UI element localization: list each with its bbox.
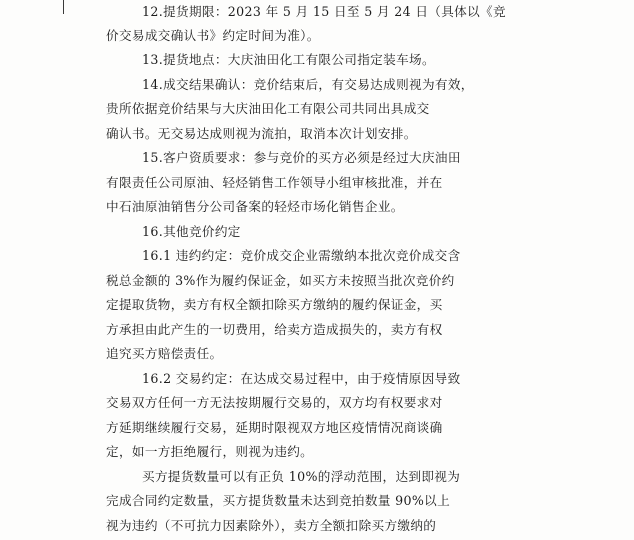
doc-line: 交易双方任何一方无法按期履行交易的，双方均有权要求对 — [106, 395, 443, 410]
doc-line: 14.成交结果确认：竞价结束后，有交易达成则视为有效， — [142, 77, 474, 92]
doc-line: 15.客户资质要求：参与竞价的买方必须是经过大庆油田 — [142, 150, 461, 165]
doc-line: 追究买方赔偿责任。 — [106, 346, 223, 361]
page-edge-mark — [63, 0, 64, 14]
doc-line: 16.2 交易约定：在达成交易过程中，由于疫情原因导致 — [142, 371, 461, 386]
doc-line: 视为违约（不可抗力因素除外），卖方全额扣除买方缴纳的 — [106, 518, 437, 533]
doc-line: 有限责任公司原油、轻烃销售工作领导小组审核批准，并在 — [106, 175, 443, 190]
doc-line: 贵所依据竞价结果与大庆油田化工有限公司共同出具成交 — [106, 101, 430, 116]
doc-line: 16.其他竞价约定 — [142, 224, 241, 239]
doc-line: 12.提货期限：2023 年 5 月 15 日至 5 月 24 日（具体以《竞 — [142, 4, 506, 19]
doc-line: 买方提货数量可以有正负 10%的浮动范围，达到即视为 — [142, 469, 461, 484]
doc-line: 中石油原油销售分公司备案的轻烃市场化销售企业。 — [106, 199, 404, 214]
doc-line: 确认书。无交易达成则视为流拍，取消本次计划安排。 — [106, 126, 417, 141]
doc-line: 完成合同约定数量，买方提货数量未达到竞拍数量 90%以上 — [106, 493, 451, 508]
doc-line: 方延期继续履行交易，延期时限视双方地区疫情情况商谈确 — [106, 420, 443, 435]
doc-line: 定提取货物，卖方有权全额扣除买方缴纳的履约保证金，买 — [106, 297, 443, 312]
doc-line: 13.提货地点：大庆油田化工有限公司指定装车场。 — [142, 52, 435, 67]
doc-line: 方承担由此产生的一切费用，给卖方造成损失的，卖方有权 — [106, 322, 443, 337]
doc-line: 定，如一方拒绝履行，则视为违约。 — [106, 444, 314, 459]
doc-line: 16.1 违约约定：竞价成交企业需缴纳本批次竞价成交含 — [142, 248, 461, 263]
doc-line: 税总金额的 3%作为履约保证金，如买方未按照当批次竞价约 — [106, 273, 455, 288]
doc-line: 价交易成交确认书》约定时间为准）。 — [106, 28, 320, 43]
